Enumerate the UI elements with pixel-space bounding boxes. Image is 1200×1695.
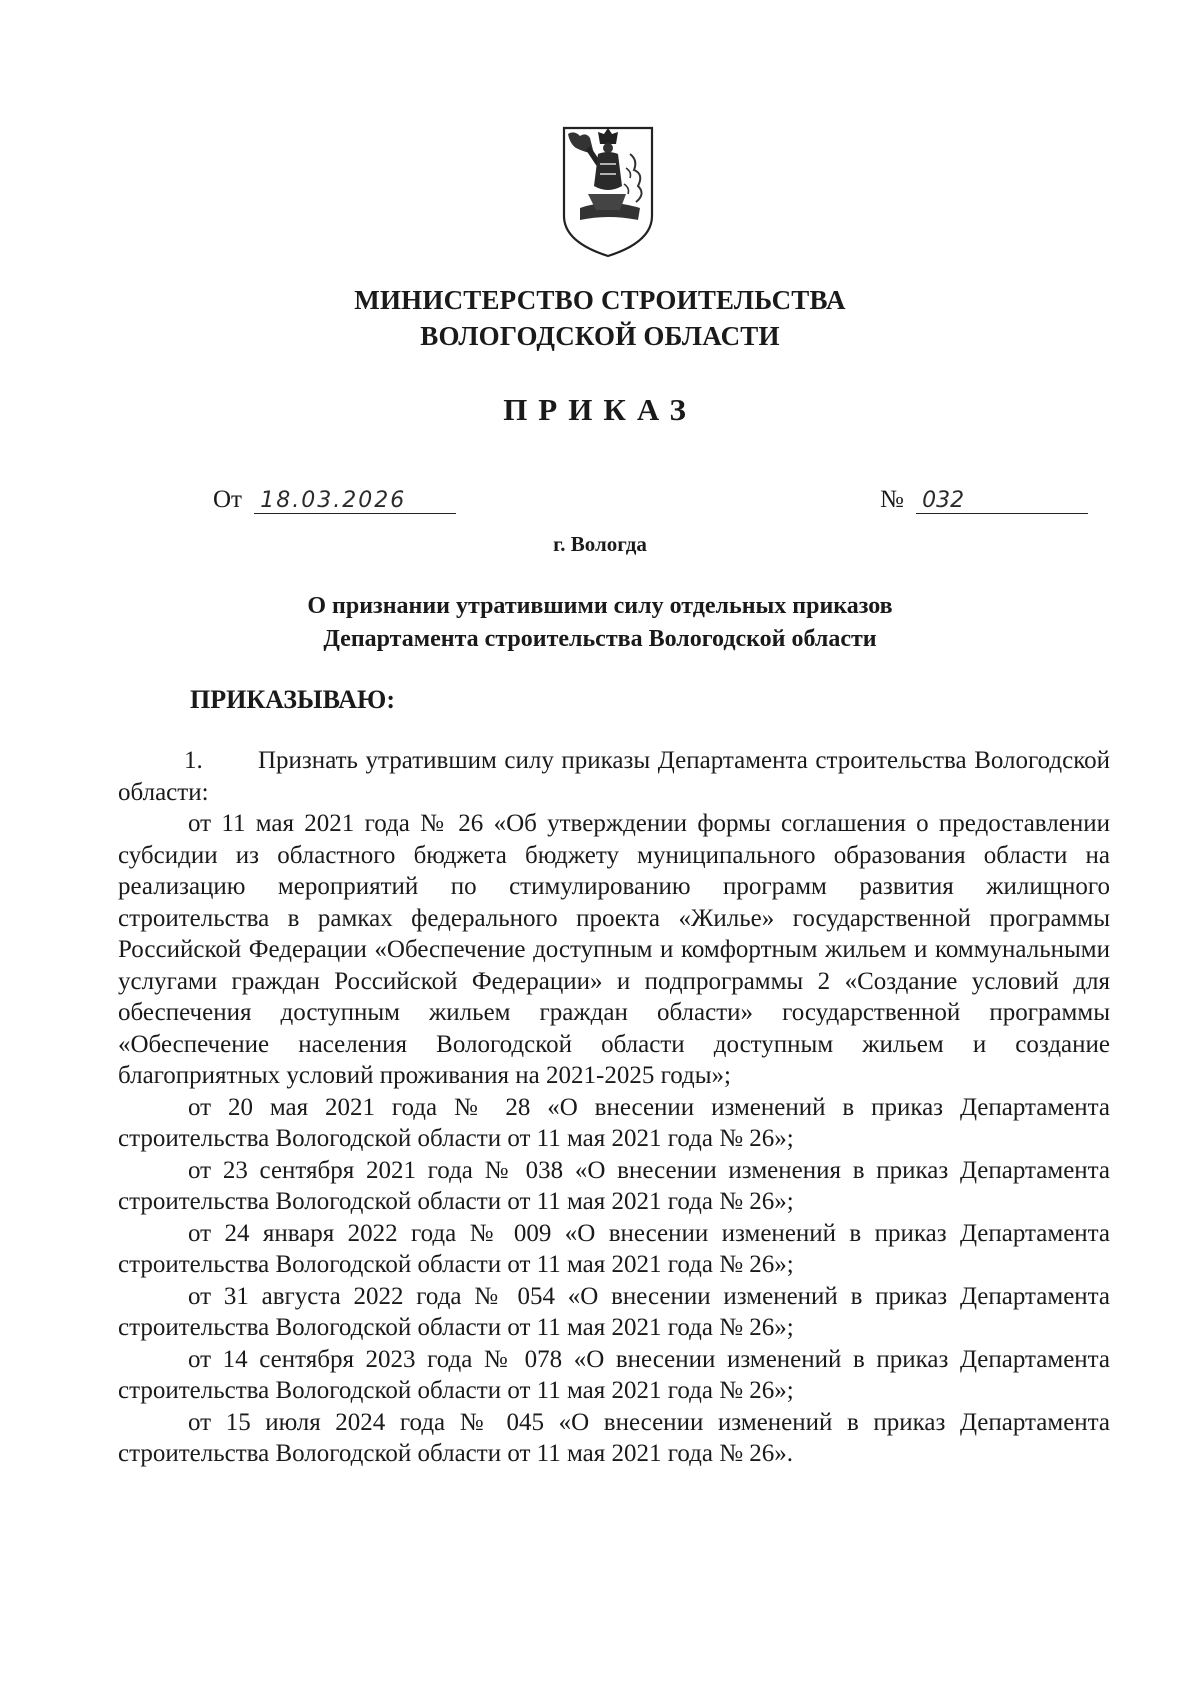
date-field (213, 486, 456, 514)
order-entry: от 31 августа 2022 года № 054 «О внесении изменений в приказ Департамента строительства Вологодской области от 11 мая 2021 года № 26»; (118, 1282, 1110, 1341)
order-entry: от 20 мая 2021 года № 28 «О внесении изменений в приказ Департамента строительства Вологодской области от 11 мая 2021 года № 26»; (118, 1093, 1110, 1152)
document-subject (180, 590, 1020, 656)
order-entry: от 15 июля 2024 года № 045 «О внесении изменений в приказ Департамента строительства Вологодской области от 11 мая 2021 года № 26». (118, 1408, 1110, 1467)
document-type: ПРИКАЗ (503, 392, 697, 427)
ministry-line-2: ВОЛОГОДСКОЙ ОБЛАСТИ (420, 321, 780, 351)
subject-line-1: О признании утратившими силу отдельных приказов (307, 593, 893, 619)
ministry-name (200, 282, 1000, 354)
item-1-text: Признать утратившим силу приказы Департамента строительства Вологодской области: (118, 747, 1110, 806)
date-label: От (213, 486, 242, 513)
document-body (118, 745, 1110, 1470)
number-value: 032 (916, 488, 1088, 514)
vologda-coat-of-arms-icon (560, 124, 656, 260)
ministry-line-1: МИНИСТЕРСТВО СТРОИТЕЛЬСТВА (354, 285, 846, 315)
item-1-number: 1. (184, 747, 203, 774)
order-entry: от 23 сентября 2021 года № 038 «О внесении изменения в приказ Департамента строительства Вологодской области от 11 мая 2021 года № 26»; (118, 1156, 1110, 1215)
order-entry: от 14 сентября 2023 года № 078 «О внесении изменений в приказ Департамента строительства Вологодской области от 11 мая 2021 года № 26»; (118, 1345, 1110, 1404)
date-value: 18.03.2026 (254, 488, 456, 514)
order-word: ПРИКАЗЫВАЮ: (190, 685, 395, 714)
subject-line-2: Департамента строительства Вологодской области (323, 626, 877, 652)
item-1 (118, 745, 1110, 808)
city-name: г. Вологда (553, 532, 647, 556)
order-entry: от 11 мая 2021 года № 26 «Об утверждении формы соглашения о предоставлении субсидии из областного бюджета бюджету муниципального образования области на реализацию мероприятий по стимулированию программ развития жилищного строительства в рамках федерального проекта «Жилье» государственной программы Российской Федерации «Обеспечение доступным и комфортным жильем и коммунальными услугами граждан Российской Федерации» и подпрограммы 2 «Создание условий для обеспечения доступным жильем граждан области» государственной программы «Обеспечение населения Вологодской области доступным жильем и создание благоприятных условий проживания на 2021-2025 годы»; (118, 810, 1110, 1089)
order-entry: от 24 января 2022 года № 009 «О внесении изменений в приказ Департамента строительства Вологодской области от 11 мая 2021 года № 26»; (118, 1219, 1110, 1278)
number-field (880, 486, 1088, 514)
number-label: № (880, 486, 904, 513)
